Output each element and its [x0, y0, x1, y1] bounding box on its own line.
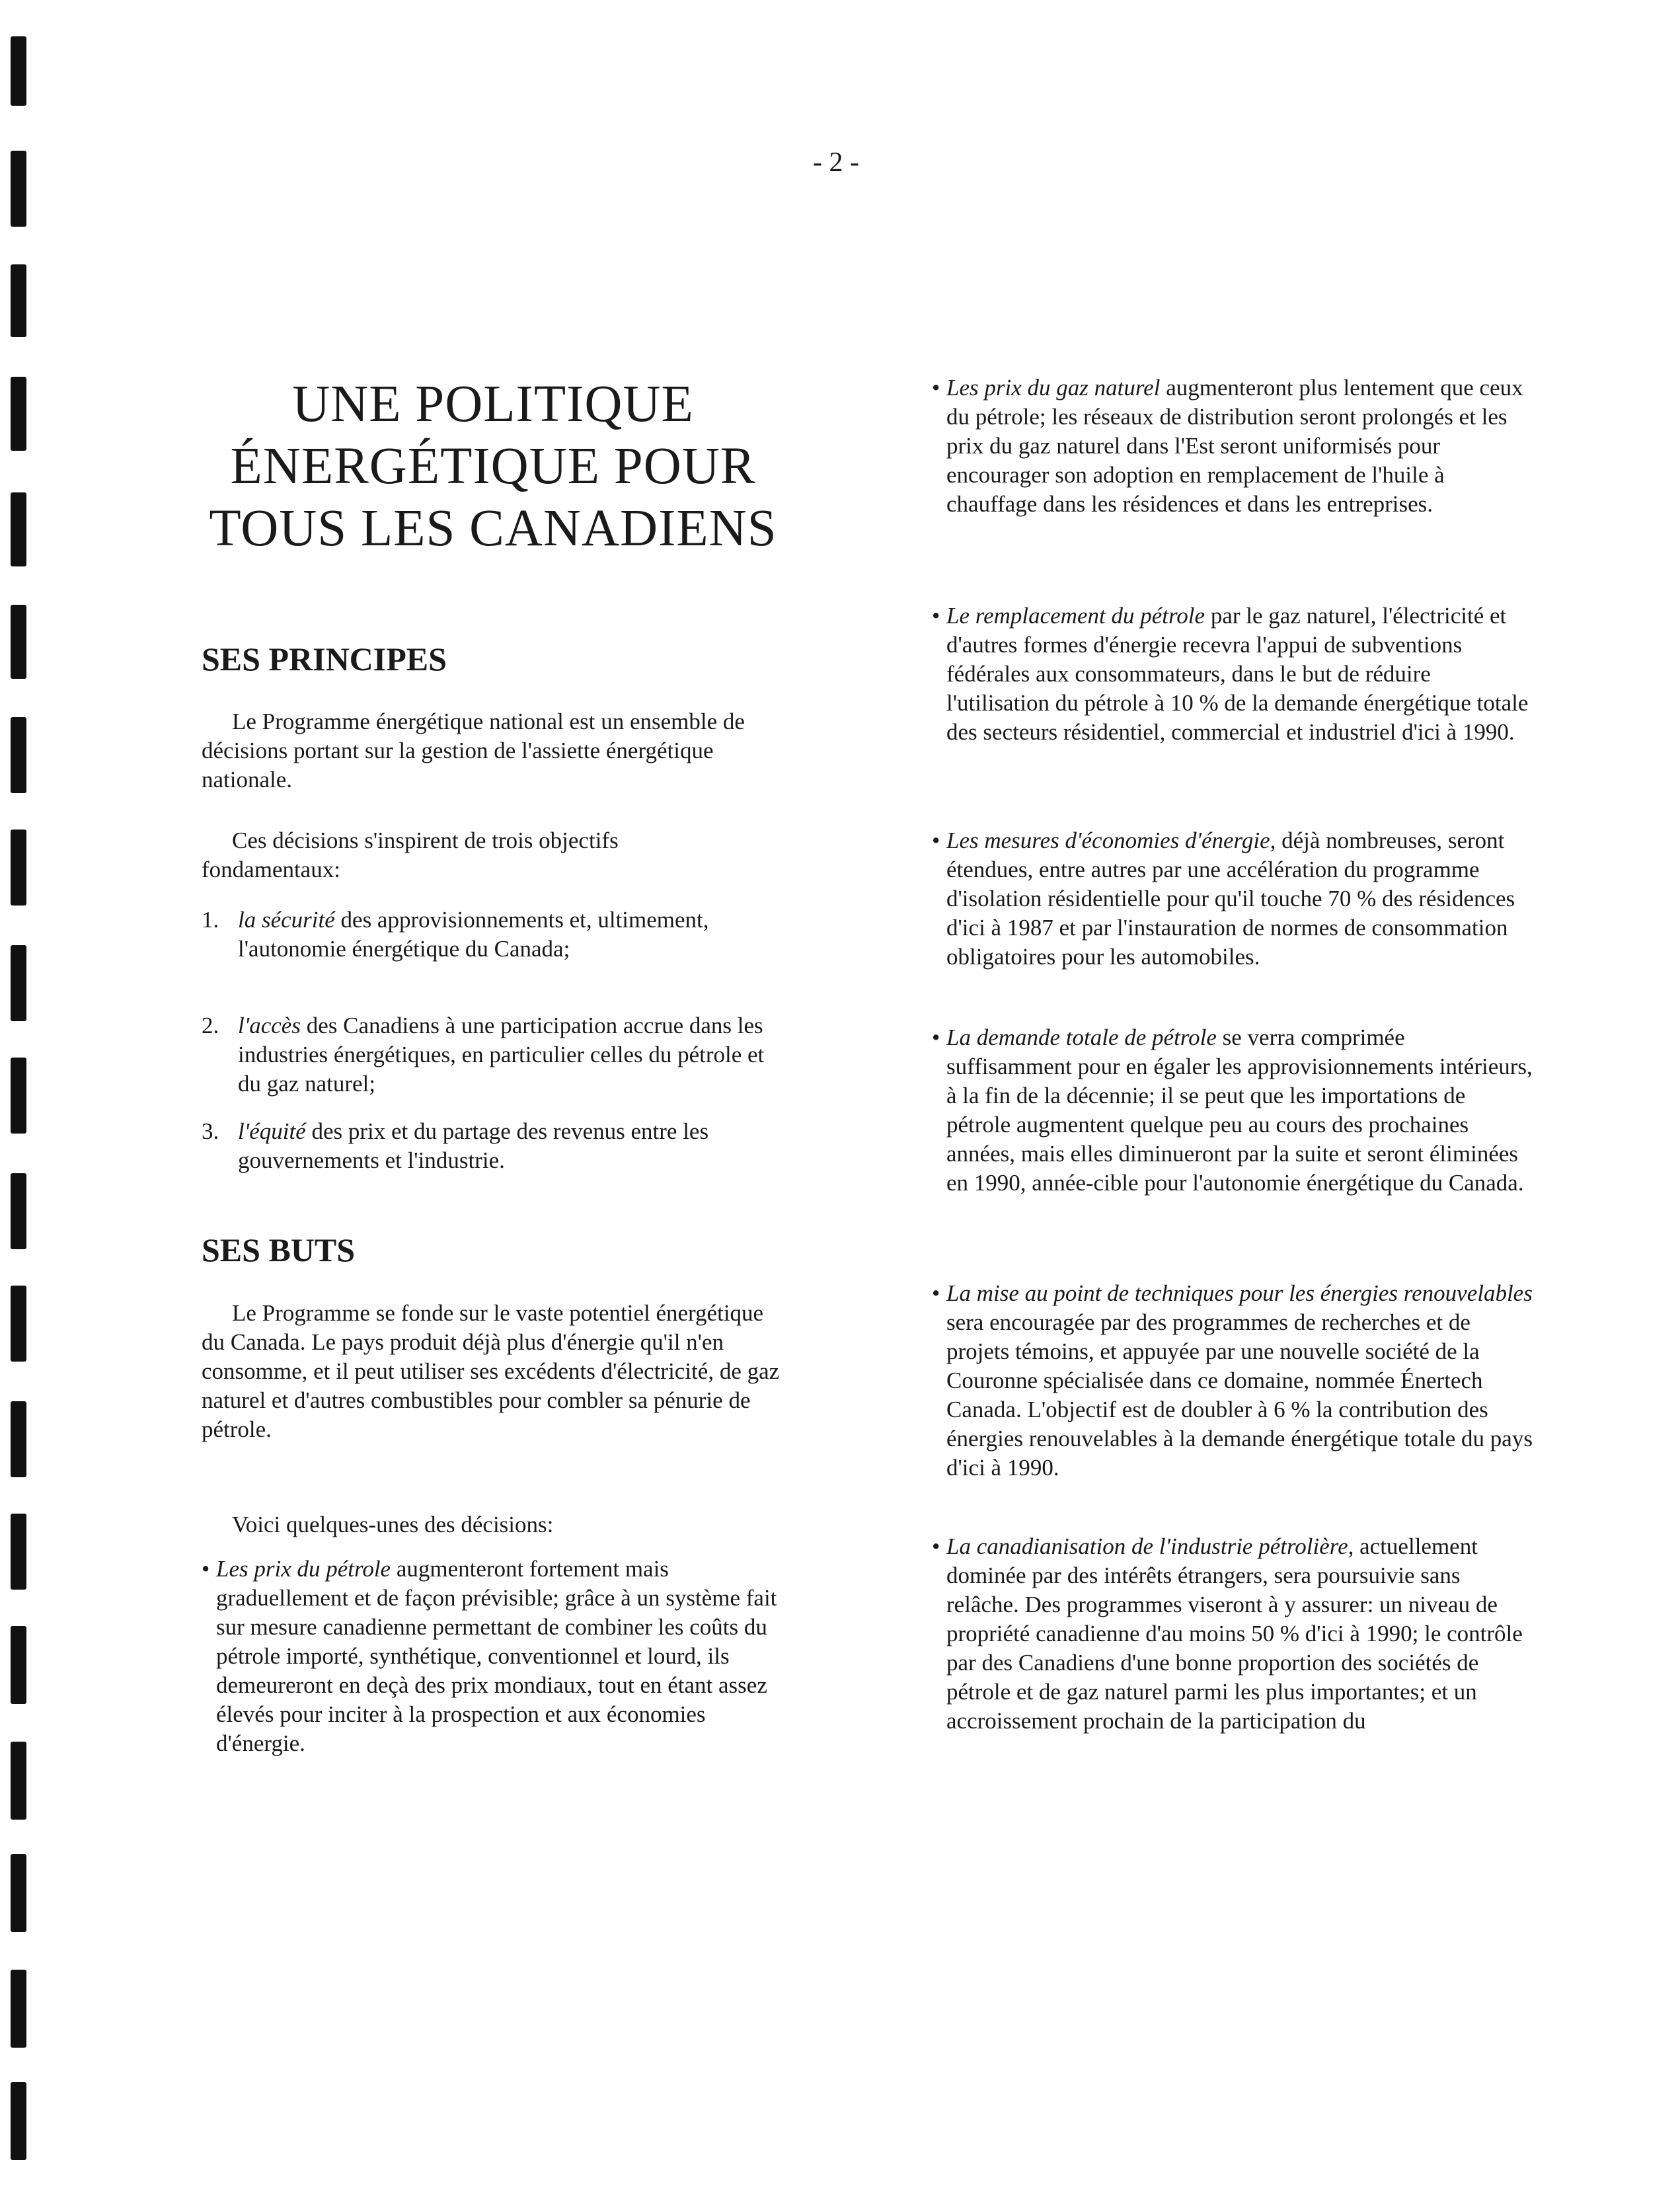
- bullet-text: [932, 373, 1533, 519]
- bullet-text: [932, 1532, 1533, 1736]
- bullet-text: [202, 1555, 783, 1758]
- principle-item: [202, 1011, 783, 1099]
- bullet-marker: •: [932, 375, 940, 401]
- principle-item: [202, 1117, 783, 1175]
- bullet-marker: •: [932, 828, 940, 853]
- decision-bullet: [932, 601, 1533, 747]
- section-heading-buts: SES BUTS: [202, 1231, 356, 1268]
- binder-mark: [11, 151, 26, 227]
- binder-mark: [11, 1742, 26, 1820]
- item-number: 2.: [202, 1013, 219, 1038]
- document-title: [196, 373, 790, 560]
- binder-mark: [11, 2082, 26, 2160]
- binder-mark: [11, 36, 26, 106]
- decision-bullet: [202, 1555, 783, 1758]
- binder-mark: [11, 1626, 26, 1704]
- binder-mark: [11, 1514, 26, 1590]
- binder-mark: [11, 717, 26, 793]
- decision-bullet: [932, 1532, 1533, 1736]
- section-heading-principes: SES PRINCIPES: [202, 640, 447, 677]
- item-text: [238, 1117, 783, 1175]
- binder-mark: [11, 605, 26, 679]
- item-rest: des prix et du partage des revenus entre les gouvernements et l'industrie.: [238, 1118, 709, 1173]
- binder-mark: [11, 492, 26, 566]
- item-number: 3.: [202, 1118, 219, 1144]
- bullet-marker: •: [932, 603, 940, 629]
- binder-mark: [11, 264, 26, 337]
- item-rest: des Canadiens à une participation accrue dans les industries énergétiques, en particulier celles du pétrole et du gaz naturel;: [238, 1013, 765, 1097]
- bullet-lead: Les mesures d'économies d'énergie,: [946, 828, 1276, 853]
- item-rest: des approvisionnements et, ultimement, l'autonomie énergétique du Canada;: [238, 907, 709, 962]
- bullet-rest: par le gaz naturel, l'électricité et d'autres formes d'énergie recevra l'appui de subventions fédérales aux consommateurs, dans le but de réduire l'utilisation du pétrole à 10 % de la demande énergétique totale des secteurs résidentiel, commercial et industriel d'ici à 1990.: [946, 603, 1529, 745]
- item-lead: l'équité: [238, 1118, 306, 1144]
- bullet-rest: augmenteront plus lentement que ceux du pétrole; les réseaux de distribution seront prolongés et les prix du gaz naturel dans l'Est seront uniformisés pour encourager son adoption en remplacement de l'huile à chauffage dans les résidences et dans les entreprises.: [946, 375, 1523, 517]
- bullet-text: [932, 1279, 1533, 1483]
- binder-mark: [11, 945, 26, 1021]
- page-number: - 2 -: [813, 147, 859, 178]
- bullet-rest: augmenteront fortement mais graduellement et de façon prévisible; grâce à un système fait sur mesure canadienne permettant de combiner les coûts du pétrole importé, synthétique, conventionnel et lourd, ils demeureront en deçà des prix mondiaux, tout en étant assez élevés pour inciter à la prospection et aux économies d'énergie.: [216, 1556, 777, 1756]
- bullet-lead: La demande totale de pétrole: [946, 1024, 1217, 1050]
- binder-mark: [11, 1401, 26, 1477]
- bullet-rest: sera encouragée par des programmes de recherches et de projets témoins, et appuyée par une nouvelle société de la Couronne spécialisée dans ce domaine, nommée Énertech Canada. L'objectif est de doubler à 6 % la contribution des énergies renouvelables à la demande énergétique totale du pays d'ici à 1990.: [946, 1309, 1533, 1481]
- item-number: 1.: [202, 907, 219, 933]
- bullet-lead: La canadianisation de l'industrie pétrolière,: [946, 1533, 1354, 1559]
- binder-mark: [11, 1058, 26, 1134]
- bullet-text: [932, 826, 1533, 972]
- binder-mark: [11, 1854, 26, 1932]
- title-line: ÉNERGÉTIQUE POUR: [230, 438, 756, 495]
- binder-mark: [11, 377, 26, 451]
- decision-bullet: [932, 373, 1533, 519]
- decision-bullet: [932, 826, 1533, 972]
- bullet-text: [932, 1023, 1533, 1198]
- decision-bullet: [932, 1279, 1533, 1483]
- bullet-text: [932, 601, 1533, 747]
- bullet-lead: Le remplacement du pétrole: [946, 603, 1205, 629]
- principes-paragraph-2: Ces décisions s'inspirent de trois objectifs fondamentaux:: [202, 828, 619, 882]
- binder-mark: [11, 830, 26, 906]
- bullet-rest: actuellement dominée par des intérêts étrangers, sera poursuivie sans relâche. Des programmes viseront à y assurer: un niveau de propriété canadienne d'au moins 50 % d'ici à 1990; le contrôle par des Canadiens d'une bonne proportion des sociétés de pétrole et de gaz naturel parmi les plus importantes; et un accroissement prochain de la participation du: [946, 1533, 1523, 1734]
- title-line: UNE POLITIQUE: [292, 375, 694, 433]
- bullet-marker: •: [932, 1280, 940, 1306]
- bullet-lead: La mise au point de techniques pour les énergies renouvelables: [946, 1280, 1533, 1306]
- principle-item: [202, 906, 783, 964]
- bullet-lead: Les prix du gaz naturel: [946, 375, 1161, 401]
- binder-mark: [11, 1173, 26, 1249]
- item-lead: la sécurité: [238, 907, 335, 933]
- bullet-marker: •: [932, 1024, 940, 1050]
- binder-mark: [11, 1286, 26, 1362]
- item-lead: l'accès: [238, 1013, 301, 1038]
- item-text: [238, 906, 783, 964]
- bullet-marker: •: [932, 1533, 940, 1559]
- buts-paragraph-1: Le Programme se fonde sur le vaste potentiel énergétique du Canada. Le pays produit déjà plus d'énergie qu'il n'en consomme, et il peut utiliser ses excédents d'électricité, de gaz naturel et d'autres combustibles pour combler sa pénurie de pétrole.: [202, 1300, 780, 1442]
- principes-paragraph-1: Le Programme énergétique national est un ensemble de décisions portant sur la gestion de l'assiette énergétique nationale.: [202, 709, 745, 792]
- title-line: TOUS LES CANADIENS: [209, 500, 777, 557]
- bullet-lead: Les prix du pétrole: [216, 1556, 391, 1582]
- bullet-rest: déjà nombreuses, seront étendues, entre autres par une accélération du programme d'isolation résidentielle pour qu'il touche 70 % des résidences d'ici à 1987 et par l'instauration de normes de consommation obligatoires pour les automobiles.: [946, 828, 1515, 970]
- binder-mark: [11, 1970, 26, 2048]
- item-text: [238, 1011, 783, 1099]
- bullet-rest: se verra comprimée suffisamment pour en égaler les approvisionnements intérieurs, à la fin de la décennie; il se peut que les importations de pétrole augmentent quelque peu au cours des prochaines années, mais elles diminueront par la suite et seront éliminées en 1990, année-cible pour l'autonomie énergétique du Canada.: [946, 1024, 1533, 1196]
- buts-paragraph-2: Voici quelques-unes des décisions:: [232, 1512, 554, 1537]
- bullet-marker: •: [202, 1556, 210, 1582]
- decision-bullet: [932, 1023, 1533, 1198]
